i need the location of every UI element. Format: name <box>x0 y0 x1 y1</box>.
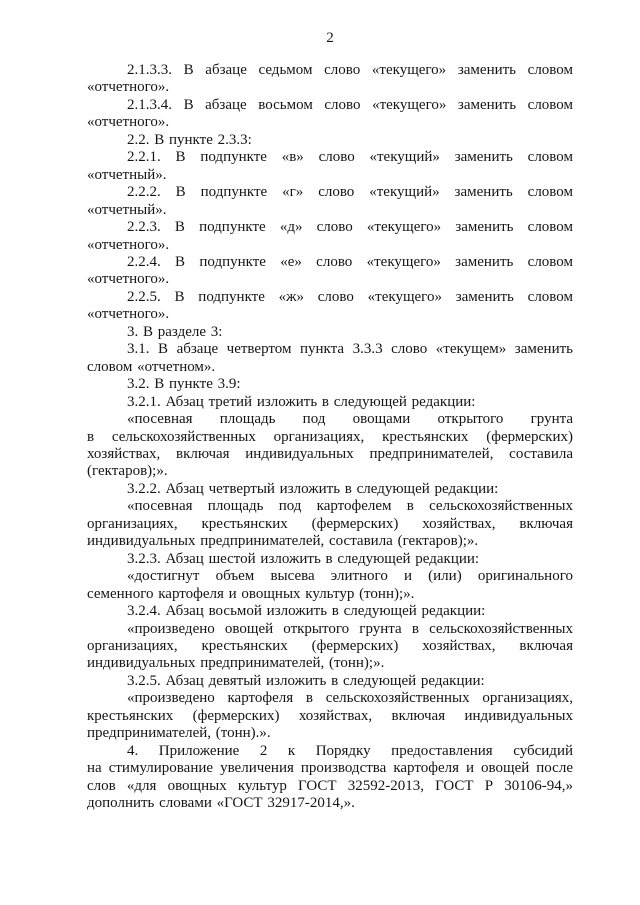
paragraph: 2.1.3.3. В абзаце седьмом слово «текущего» заменить словом «отчетного». <box>87 62 573 96</box>
paragraph: 2.2.2. В подпункте «г» слово «текущий» заменить словом «отчетный». <box>87 184 573 218</box>
paragraph: 4. Приложение 2 к Порядку предоставления субсидий на стимулирование увеличения производства картофеля и овощей после слов «для овощных культур ГОСТ 32592-2013, ГОСТ Р 30106-94,» дополнить словами «ГОСТ 32917-2014,». <box>87 742 573 812</box>
paragraph: 2.2. В пункте 2.3.3: <box>127 131 252 148</box>
document-content <box>87 0 573 812</box>
paragraph: 3.2.2. Абзац четвертый изложить в следующей редакции: <box>127 480 499 497</box>
paragraph: «произведено овощей открытого грунта в сельскохозяйственных организациях, крестьянских (фермерских) хозяйствах, включая индивидуальных предпринимателей, (тонн);». <box>87 620 573 672</box>
paragraph: 2.1.3.4. В абзаце восьмом слово «текущего» заменить словом «отчетного». <box>87 96 573 131</box>
document-text <box>87 62 573 812</box>
paragraph: 2.2.1. В подпункте «в» слово «текущий» заменить словом «отчетный». <box>87 149 573 183</box>
paragraph: 3. В разделе 3: <box>127 323 223 340</box>
paragraph: 3.2.5. Абзац девятый изложить в следующей редакции: <box>127 672 485 689</box>
paragraph: 3.2.1. Абзац третий изложить в следующей редакции: <box>127 393 476 410</box>
paragraph: «достигнут объем высева элитного и (или) оригинального семенного картофеля и овощных культур (тонн);». <box>87 568 573 602</box>
paragraph: 3.1. В абзаце четвертом пункта 3.3.3 слово «текущем» заменить словом «отчетном». <box>87 341 573 375</box>
paragraph: 3.2.4. Абзац восьмой изложить в следующей редакции: <box>127 603 486 620</box>
paragraph: «произведено картофеля в сельскохозяйственных организациях, крестьянских (фермерских) хозяйствах, включая индивидуальных предпринимателей, (тонн).». <box>87 690 573 742</box>
paragraph: «посевная площадь под овощами открытого грунта в сельскохозяйственных организациях, крестьянских (фермерских) хозяйствах, включая индивидуальных предпринимателей, составила (гектаров);». <box>87 411 573 480</box>
paragraph: 2.2.3. В подпункте «д» слово «текущего» заменить словом «отчетного». <box>87 219 573 253</box>
paragraph: 3.2. В пункте 3.9: <box>127 376 241 393</box>
paragraph: «посевная площадь под картофелем в сельскохозяйственных организациях, крестьянских (фермерских) хозяйствах, включая индивидуальных предпринимателей, составила (гектаров);». <box>87 498 573 550</box>
paragraph: 3.2.3. Абзац шестой изложить в следующей редакции: <box>127 550 480 567</box>
paragraph: 2.2.5. В подпункте «ж» слово «текущего» заменить словом «отчетного». <box>87 288 573 323</box>
paragraph: 2.2.4. В подпункте «е» слово «текущего» заменить словом «отчетного». <box>87 253 573 288</box>
page-number: 2 <box>326 30 334 46</box>
